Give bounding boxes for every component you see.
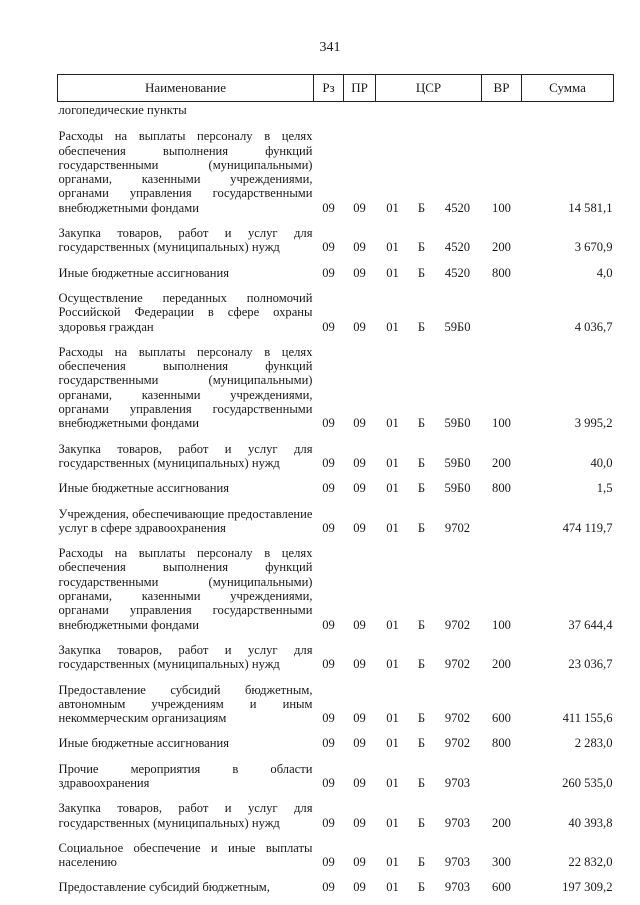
row-vr: 100 [492, 617, 511, 632]
table-row [58, 792, 614, 832]
table-row [58, 257, 614, 282]
row-vr [482, 282, 522, 336]
row-sum: 23 036,7 [568, 657, 613, 672]
row-csr-code: 4520 [444, 265, 471, 280]
row-name-text: Социальное обеспечение и иные выплаты населению [58, 840, 313, 870]
row-csr-code: 9702 [444, 657, 471, 672]
row-csr-program: 01 [386, 657, 399, 672]
row-pr: 09 [353, 617, 366, 632]
row-vr: 600 [492, 711, 511, 726]
row-csr-letter: Б [417, 657, 426, 672]
row-pr: 09 [353, 775, 366, 790]
row-rz: 09 [322, 416, 335, 431]
table-row [58, 472, 614, 497]
row-sum: 1,5 [596, 481, 613, 496]
row-sum: 14 581,1 [568, 200, 613, 215]
row-pr: 09 [353, 657, 366, 672]
row-name-text: Иные бюджетные ассигнования [58, 736, 230, 751]
page-number: 341 [319, 40, 341, 55]
row-sum: 3 995,2 [574, 416, 613, 431]
table-header-row [58, 75, 614, 102]
row-sum: 4,0 [596, 265, 613, 280]
table-row [58, 102, 614, 121]
row-name-text: Предоставление субсидий бюджетным, [58, 880, 270, 895]
row-name-text: Прочие мероприятия в области здравоохранения [58, 761, 313, 790]
row-rz: 09 [322, 815, 335, 830]
row-csr-letter: Б [417, 416, 426, 431]
row-name-text: Закупка товаров, работ и услуг для государственных (муниципальных) нужд [58, 801, 313, 830]
row-pr: 09 [353, 520, 366, 535]
row-csr-letter: Б [417, 880, 426, 895]
table-body [58, 102, 614, 897]
row-csr-code: 9702 [444, 520, 471, 535]
row-csr-program: 01 [386, 319, 399, 334]
row-name [58, 120, 314, 217]
row-csr-letter: Б [417, 815, 426, 830]
row-name [58, 792, 314, 832]
row-csr-program: 01 [386, 617, 399, 632]
row-name-text: Расходы на выплаты персоналу в целях обеспечения выполнения функций государственными (муниципальными) органами, казенными учреждениями, органами управления государственными внебюджетными фондами [58, 344, 313, 431]
row-vr [482, 498, 522, 538]
row-csr-program: 01 [386, 265, 399, 280]
row-name-text: Предоставление субсидий бюджетным, автономным учреждениям и иным некоммерческим организациям [58, 682, 313, 726]
row-rz [314, 102, 344, 121]
row-name-text: Учреждения, обеспечивающие предоставление услуг в сфере здравоохранения [58, 506, 313, 535]
row-sum: 3 670,9 [574, 240, 613, 255]
row-rz: 09 [322, 240, 335, 255]
row-vr: 200 [492, 657, 511, 672]
row-sum: 2 283,0 [574, 736, 613, 751]
row-vr: 300 [492, 855, 511, 870]
row-csr-code: 9703 [444, 815, 471, 830]
row-sum: 40,0 [590, 455, 613, 470]
row-name [58, 282, 314, 336]
row-sum: 197 309,2 [562, 880, 613, 895]
row-csr-program: 01 [386, 855, 399, 870]
row-csr-letter: Б [417, 711, 426, 726]
row-sum: 37 644,4 [568, 617, 613, 632]
row-csr-code: 9702 [444, 711, 471, 726]
row-rz: 09 [322, 265, 335, 280]
row-sum: 22 832,0 [568, 855, 613, 870]
row-csr-letter: Б [417, 617, 426, 632]
row-name [58, 537, 314, 634]
row-csr-letter: Б [417, 240, 426, 255]
row-csr-code: 4520 [444, 200, 471, 215]
row-rz: 09 [322, 319, 335, 334]
row-name-text: Иные бюджетные ассигнования [58, 481, 230, 496]
row-csr-code: 59Б0 [444, 416, 471, 431]
row-csr-code [434, 102, 482, 121]
row-name [58, 634, 314, 674]
row-csr-letter: Б [417, 455, 426, 470]
row-rz: 09 [322, 520, 335, 535]
row-csr-program [376, 102, 410, 121]
row-name [58, 217, 314, 257]
row-pr: 09 [353, 416, 366, 431]
row-rz: 09 [322, 736, 335, 751]
row-csr-program: 01 [386, 815, 399, 830]
row-pr: 09 [353, 855, 366, 870]
row-pr: 09 [353, 240, 366, 255]
row-name [58, 433, 314, 473]
row-vr [482, 753, 522, 793]
row-csr-letter: Б [417, 736, 426, 751]
row-name [58, 753, 314, 793]
budget-table [57, 74, 614, 897]
row-rz: 09 [322, 481, 335, 496]
row-csr-program: 01 [386, 240, 399, 255]
header-rz: Рз [314, 75, 344, 102]
row-vr: 800 [492, 736, 511, 751]
row-name [58, 832, 314, 872]
row-vr: 200 [492, 455, 511, 470]
row-csr-program: 01 [386, 416, 399, 431]
row-name [58, 336, 314, 433]
row-vr: 200 [492, 240, 511, 255]
row-pr [344, 102, 376, 121]
row-vr: 800 [492, 481, 511, 496]
row-csr-program: 01 [386, 520, 399, 535]
row-csr-program: 01 [386, 736, 399, 751]
row-name-text: Закупка товаров, работ и услуг для государственных (муниципальных) нужд [58, 226, 313, 255]
row-csr-letter: Б [417, 265, 426, 280]
row-pr: 09 [353, 736, 366, 751]
row-csr-code: 59Б0 [444, 319, 471, 334]
row-vr [482, 102, 522, 121]
table-row [58, 753, 614, 793]
header-pr: ПР [344, 75, 376, 102]
row-sum: 4 036,7 [574, 319, 613, 334]
row-csr-code: 9703 [444, 775, 471, 790]
row-rz: 09 [322, 200, 335, 215]
row-sum: 40 393,8 [568, 815, 613, 830]
table-row [58, 537, 614, 634]
row-vr: 600 [492, 880, 511, 895]
row-csr-code: 9702 [444, 736, 471, 751]
row-name-text: логопедические пункты [58, 103, 187, 117]
row-csr-program: 01 [386, 481, 399, 496]
row-name [58, 871, 314, 896]
table-row [58, 871, 614, 896]
row-csr-letter: Б [417, 200, 426, 215]
row-rz: 09 [322, 657, 335, 672]
row-pr: 09 [353, 815, 366, 830]
row-name-text: Осуществление переданных полномочий Российской Федерации в сфере охраны здоровья граждан [58, 290, 313, 334]
table-row [58, 120, 614, 217]
row-vr: 800 [492, 265, 511, 280]
row-pr: 09 [353, 481, 366, 496]
row-csr-letter: Б [417, 481, 426, 496]
header-name: Наименование [58, 75, 314, 102]
row-vr: 100 [492, 200, 511, 215]
row-csr-letter: Б [417, 775, 426, 790]
row-pr: 09 [353, 319, 366, 334]
row-pr: 09 [353, 265, 366, 280]
table-row [58, 217, 614, 257]
row-vr: 100 [492, 416, 511, 431]
table-row [58, 727, 614, 752]
table-row [58, 634, 614, 674]
row-name [58, 674, 314, 728]
row-csr-letter: Б [417, 855, 426, 870]
row-sum [522, 102, 614, 121]
row-csr-code: 59Б0 [444, 481, 471, 496]
row-csr-letter [410, 102, 434, 121]
table-row [58, 433, 614, 473]
row-name-text: Расходы на выплаты персоналу в целях обеспечения выполнения функций государственными (муниципальными) органами, казенными учреждениями, органами управления государственными внебюджетными фондами [58, 129, 313, 215]
row-name-text: Иные бюджетные ассигнования [58, 265, 230, 280]
row-name-text: Закупка товаров, работ и услуг для государственных (муниципальных) нужд [58, 642, 313, 672]
row-vr: 200 [492, 815, 511, 830]
row-rz: 09 [322, 711, 335, 726]
row-csr-code: 9702 [444, 617, 471, 632]
table-row [58, 674, 614, 728]
row-csr-program: 01 [386, 775, 399, 790]
row-csr-code: 9703 [444, 880, 471, 895]
row-csr-code: 9703 [444, 855, 471, 870]
row-pr: 09 [353, 455, 366, 470]
row-csr-code: 4520 [444, 240, 471, 255]
row-csr-program: 01 [386, 880, 399, 895]
row-csr-letter: Б [417, 520, 426, 535]
row-csr-letter: Б [417, 319, 426, 334]
header-vr: ВР [482, 75, 522, 102]
header-csr: ЦСР [376, 75, 482, 102]
row-sum: 411 155,6 [562, 711, 613, 726]
row-sum: 260 535,0 [562, 775, 613, 790]
row-name [58, 472, 314, 497]
row-csr-code: 59Б0 [444, 455, 471, 470]
table-row [58, 282, 614, 336]
table-row [58, 336, 614, 433]
table-row [58, 498, 614, 538]
row-sum: 474 119,7 [562, 520, 613, 535]
row-rz: 09 [322, 455, 335, 470]
row-csr-program: 01 [386, 455, 399, 470]
row-name-text: Закупка товаров, работ и услуг для государственных (муниципальных) нужд [58, 441, 313, 470]
row-name [58, 498, 314, 538]
row-csr-program: 01 [386, 200, 399, 215]
row-rz: 09 [322, 617, 335, 632]
row-name [58, 727, 314, 752]
row-csr-program: 01 [386, 711, 399, 726]
row-pr: 09 [353, 200, 366, 215]
row-name-text: Расходы на выплаты персоналу в целях обеспечения выполнения функций государственными (муниципальными) органами, казенными учреждениями, органами управления государственными внебюджетными фондами [58, 546, 313, 632]
row-rz: 09 [322, 880, 335, 895]
header-sum: Сумма [522, 75, 614, 102]
row-name [58, 257, 314, 282]
row-rz: 09 [322, 855, 335, 870]
row-rz: 09 [322, 775, 335, 790]
row-pr: 09 [353, 880, 366, 895]
row-name [58, 102, 314, 121]
table-row [58, 832, 614, 872]
row-pr: 09 [353, 711, 366, 726]
